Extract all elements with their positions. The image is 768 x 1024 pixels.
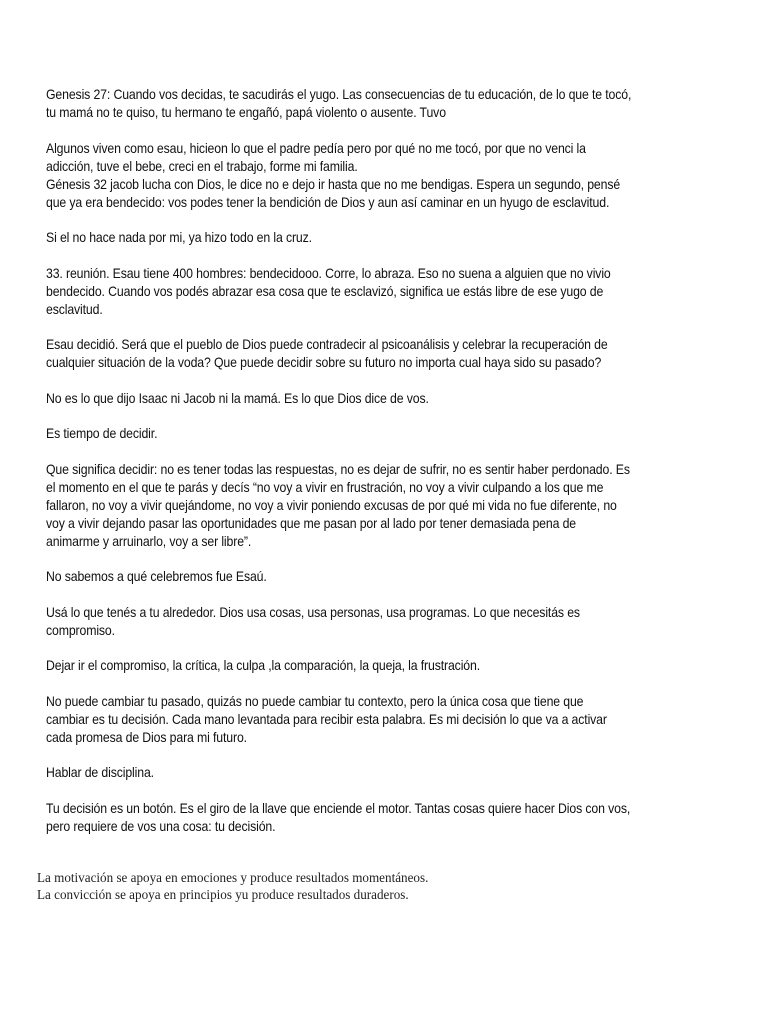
text-line: Si el no hace nada por mi, ya hizo todo en la cruz. [46, 230, 312, 245]
text-line: que ya era bendecido: vos podes tener la bendición de Dios y aun así caminar en un hyugo de esclavitud. [46, 194, 610, 210]
sermon-notes [46, 86, 736, 853]
note-motivacion: La motivación se apoya en emociones y produce resultados momentáneos. [37, 870, 429, 885]
text-line: tu mamá no te quiso, tu hermano te engañó, papá violento o ausente. Tuvo [46, 105, 446, 120]
text-line: cambiar es tu decisión. Cada mano levantada para recibir esta palabra. Es mi decisión lo que va a activar [46, 711, 607, 727]
paragraph-disciplina [46, 764, 736, 782]
paragraph-esau-celebramos [46, 568, 736, 586]
text-line: cualquier situación de la voda? Que puede decidir sobre su futuro no importa cual haya sido su pasado? [46, 355, 602, 370]
text-line: Algunos viven como esau, hicieon lo que el padre pedía pero por qué no me tocó, por que no venci la [46, 140, 586, 156]
text-line: No puede cambiar tu pasado, quizás no puede cambiar tu contexto, pero la única cosa que tiene que [46, 693, 584, 709]
text-line: Usá lo que tenés a tu alrededor. Dios usa cosas, usa personas, usa programas. Lo que necesitás es [46, 604, 580, 620]
paragraph-dejar-ir [46, 657, 736, 675]
paragraph-cruz [46, 229, 736, 247]
paragraph-genesis-32 [46, 176, 736, 212]
paragraph-isaac-jacob [46, 390, 736, 408]
text-line: bendecido. Cuando vos podés abrazar esa cosa que te esclavizó, significa ue estás libre de ese yugo de [46, 283, 604, 299]
text-line: Que significa decidir: no es tener todas las respuestas, no es dejar de sufrir, no es sentir haber perdonado. Es [46, 461, 630, 477]
footer-notes [37, 869, 436, 903]
text-line: 33. reunión. Esau tiene 400 hombres: bendecidooo. Corre, lo abraza. Eso no suena a alguien que no vivio [46, 265, 611, 281]
text-line: fallaron, no voy a vivir quejándome, no voy a vivir poniendo excusas de por qué mi vida no fue diferente, no [46, 497, 617, 513]
paragraph-algunos-viven [46, 140, 736, 176]
text-line: esclavitud. [46, 301, 103, 317]
text-line: Tu decisión es un botón. Es el giro de la llave que enciende el motor. Tantas cosas quiere hacer Dios con vos, [46, 800, 631, 816]
note-conviccion: La convicción se apoya en principios yu produce resultados duraderos. [37, 887, 409, 902]
text-line: Es tiempo de decidir. [46, 426, 158, 441]
text-line: adicción, tuve el bebe, creci en el trabajo, forme mi familia. [46, 158, 358, 174]
text-line: Génesis 32 jacob lucha con Dios, le dice no e dejo ir hasta que no me bendigas. Espera un segundo, pensé [46, 176, 621, 192]
text-line: voy a vivir dejando pasar las oportunidades que me pasan por al lado por tener demasiada pena de [46, 515, 577, 531]
text-line: el momento en el que te parás y decís “no voy a vivir en frustración, no voy a vivir culpando a los que me [46, 479, 604, 495]
text-line: Hablar de disciplina. [46, 765, 154, 780]
paragraph-significa-decidir [46, 461, 736, 551]
text-line: animarme y arruinarlo, voy a ser libre”. [46, 533, 252, 549]
text-line: cada promesa de Dios para mi futuro. [46, 729, 247, 745]
text-line: Esau decidió. Será que el pueblo de Dios puede contradecir al psicoanálisis y celebrar la recuperación de [46, 337, 608, 352]
paragraph-genesis-27 [46, 86, 736, 122]
text-line: Dejar ir el compromiso, la crítica, la culpa ,la comparación, la queja, la frustración. [46, 658, 481, 673]
paragraph-esau-decidio [46, 336, 736, 372]
paragraph-decision-boton [46, 800, 736, 836]
text-line: pero requiere de vos una cosa: tu decisión. [46, 818, 276, 834]
paragraph-reunion [46, 265, 736, 319]
text-line: No es lo que dijo Isaac ni Jacob ni la mamá. Es lo que Dios dice de vos. [46, 390, 429, 406]
text-line: compromiso. [46, 622, 115, 638]
text-line: Genesis 27: Cuando vos decidas, te sacudirás el yugo. Las consecuencias de tu educación, de lo que te tocó, [46, 87, 632, 102]
paragraph-usa-lo-que-tenes [46, 604, 736, 640]
paragraph-cambiar-pasado [46, 693, 736, 747]
paragraph-tiempo-decidir [46, 425, 736, 443]
text-line: No sabemos a qué celebremos fue Esaú. [46, 569, 267, 584]
